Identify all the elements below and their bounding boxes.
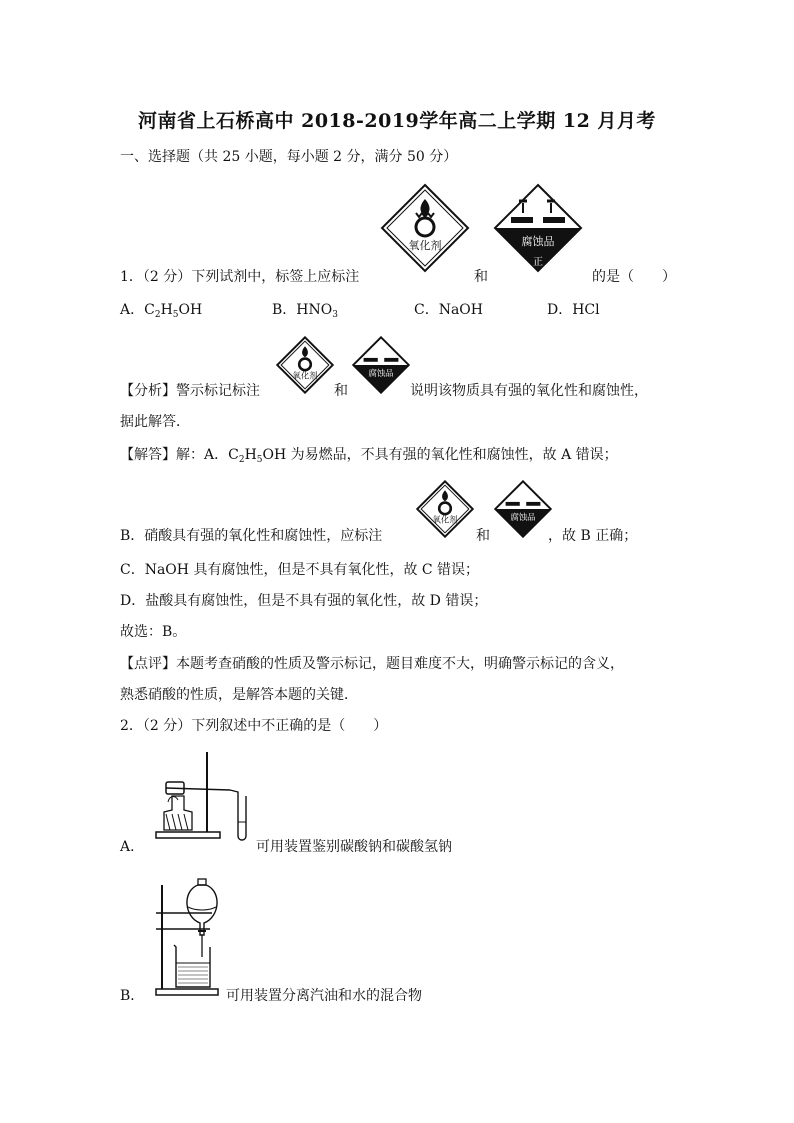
- oxidizer-label-small-2: [416, 480, 474, 538]
- analysis-and: 和: [334, 383, 348, 399]
- section-heading: 一、选择题（共 25 小题，每小题 2 分，满分 50 分）: [120, 149, 458, 165]
- corrosive-small-text-2: 腐蚀品: [510, 511, 536, 522]
- oxidizer-label-text: 氧化剂: [408, 239, 442, 252]
- q1-stem-prefix: 1．（2 分）下列试剂中，标签上应标注: [120, 269, 360, 285]
- q2-option-a-text: 可用装置鉴别碳酸钠和碳酸氢钠: [256, 839, 452, 855]
- corrosive-label-large: [493, 183, 583, 273]
- q2-option-a-letter: A．: [120, 839, 145, 855]
- corrosive-label-small: [352, 336, 410, 394]
- oxidizer-label-small: [276, 336, 334, 394]
- page-title: 河南省上石桥高中 2018-2019学年高二上学期 12 月月考: [138, 110, 656, 132]
- oxidizer-small-text: 氧化剂: [292, 370, 318, 381]
- analysis-prefix: 【分析】警示标记标注: [120, 383, 260, 399]
- apparatus-separatory-funnel-image: [152, 877, 226, 999]
- q1-option-c: C．NaOH: [414, 302, 483, 318]
- comment-line-2: 熟悉硝酸的性质，是解答本题的关键．: [120, 687, 358, 703]
- q1-stem-suffix: 的是（ ）: [592, 269, 676, 285]
- corrosive-small-text: 腐蚀品: [368, 367, 394, 378]
- corrosive-label-small-2: [494, 480, 552, 538]
- oxidizer-label-large: [380, 183, 470, 273]
- solution-line-b-and: 和: [476, 528, 490, 544]
- analysis-line2: 据此解答．: [120, 414, 190, 430]
- apparatus-heating-image: [152, 752, 250, 850]
- solution-line-b-prefix: B．硝酸具有强的氧化性和腐蚀性，应标注: [120, 528, 383, 544]
- analysis-suffix: 说明该物质具有强的氧化性和腐蚀性，: [410, 383, 648, 399]
- q1-option-b: B．$HNO_3$: [272, 302, 338, 320]
- comment-line-1: 【点评】本题考查硝酸的性质及警示标记，题目难度不大，明确警示标记的含义，: [120, 656, 624, 672]
- corrosive-label-text: 腐蚀品: [521, 235, 555, 248]
- solution-line-b-suffix: ，故 B 正确；: [548, 528, 638, 544]
- q2-option-b-text: 可用装置分离汽油和水的混合物: [226, 988, 422, 1004]
- solution-choice: 故选：B。: [120, 624, 187, 640]
- solution-line-a: 【解答】解：A．$C_2H_5OH$ 为易燃品，不具有强的氧化性和腐蚀性，故 A 错误；: [120, 447, 618, 465]
- solution-line-c: C．NaOH 具有腐蚀性，但是不具有氧化性，故 C 错误；: [120, 562, 480, 578]
- solution-line-d: D．盐酸具有腐蚀性，但是不具有强的氧化性，故 D 错误；: [120, 593, 488, 609]
- oxidizer-small-text-2: 氧化剂: [432, 514, 458, 525]
- q1-option-a: A．$C_2H_5OH$: [120, 302, 203, 320]
- corrosive-label-partial-text: 正: [533, 257, 543, 268]
- q2-option-b-letter: B．: [120, 988, 145, 1004]
- q2-stem: 2．（2 分）下列叙述中不正确的是（ ）: [120, 718, 388, 734]
- q1-option-d: D．HCl: [547, 302, 600, 318]
- q1-stem-and: 和: [474, 269, 488, 285]
